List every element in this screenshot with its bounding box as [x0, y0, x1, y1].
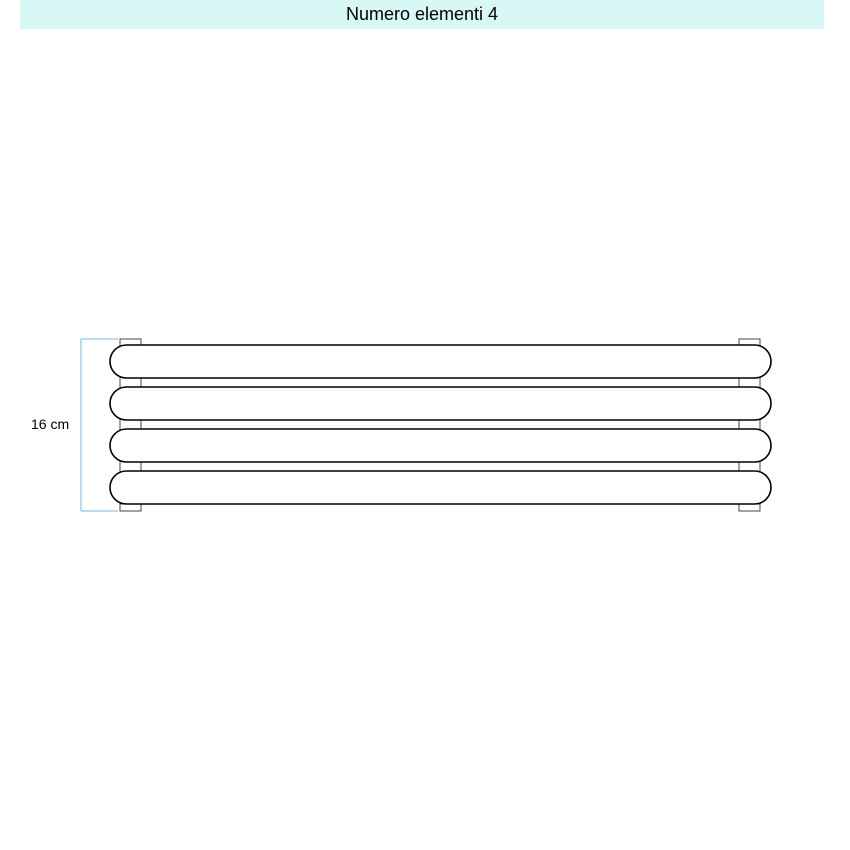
radiator-tube — [110, 345, 771, 378]
radiator-tube — [110, 429, 771, 462]
radiator-tube — [110, 387, 771, 420]
height-dimension-label: 16 cm — [31, 416, 70, 432]
header-title: Numero elementi 4 — [345, 4, 499, 24]
radiator-tubes — [110, 345, 771, 504]
radiator-tube — [110, 471, 771, 504]
